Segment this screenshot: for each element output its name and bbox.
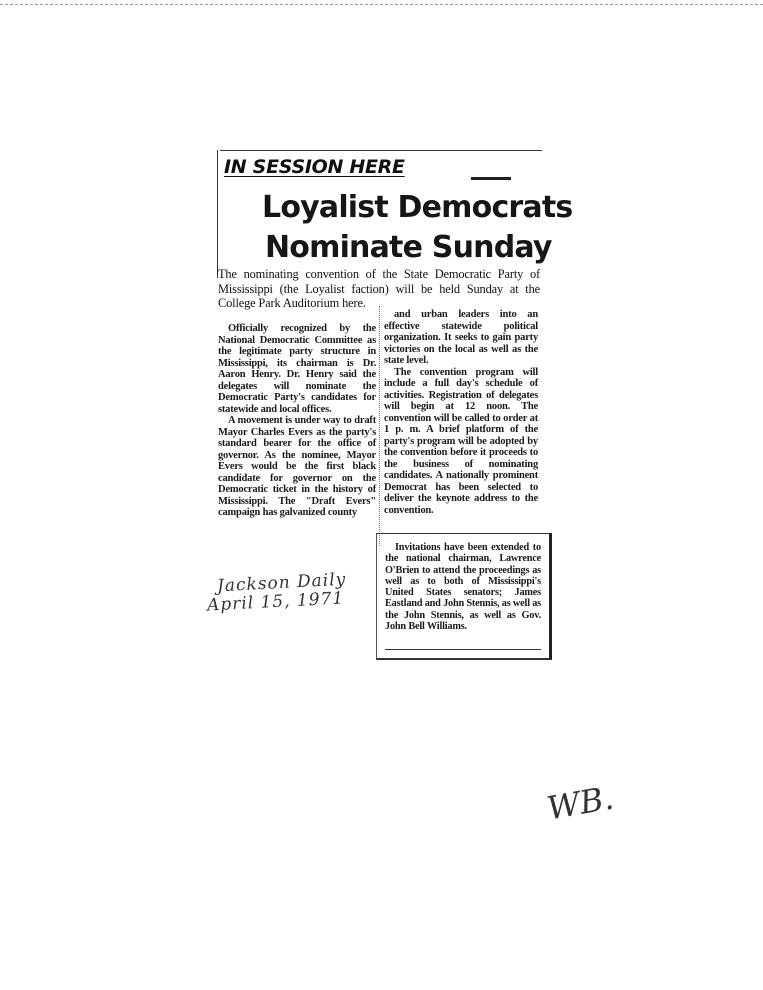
- paragraph: Invitations have been extended to the national chairman, Lawrence O'Brien to attend the proceedings as well as to both of Mississippi's United States senators; James Eastland and John Stennis, as well as the John Stennis, as well as Gov. John Bell Williams.: [385, 542, 541, 633]
- column-1: [218, 323, 376, 519]
- paragraph: and urban leaders into an effective statewide political organization. It seeks to gain party victories on the local as well as the state level.: [384, 309, 538, 366]
- scan-top-border: [0, 4, 763, 5]
- column-divider: [379, 306, 380, 546]
- handwritten-date: April 15, 1971: [206, 588, 345, 616]
- boxed-paragraph: [376, 533, 552, 660]
- lede-paragraph: The nominating convention of the State Democratic Party of Mississippi (the Loyalist faction) will be held Sunday at the College Park Auditorium here.: [218, 267, 540, 311]
- box-rule: [385, 649, 541, 650]
- headline: [262, 188, 573, 268]
- kicker: IN SESSION HERE: [224, 156, 405, 178]
- top-rule: [220, 150, 542, 151]
- column-2: [384, 309, 538, 516]
- box-text: [385, 542, 541, 632]
- left-rule: [217, 150, 218, 278]
- paragraph: Officially recognized by the National Democratic Committee as the legitimate party structure in Mississippi, its chairman is Dr. Aaron Henry. Dr. Henry said the delegates will nominate the Democratic Party's candidates for statewide and local offices.: [218, 323, 376, 415]
- paragraph: The convention program will include a full day's schedule of activities. Registration of delegates will begin at 12 noon. The convention will be called to order at 1 p. m. A brief platform of the party's program will be adopted by the convention before it proceeds to the business of nominating candidates. A nationally prominent Democrat has been selected to deliver the keynote address to the convention.: [384, 366, 538, 516]
- kicker-dash: [471, 177, 511, 180]
- headline-line-2: Nominate Sunday: [265, 230, 552, 265]
- headline-line-1: Loyalist Democrats: [262, 190, 573, 225]
- paragraph: A movement is under way to draft Mayor Charles Evers as the party's standard bearer for the office of governor. As the nominee, Mayor Evers would be the first black candidate for governor on the Democratic ticket in the history of Mississippi. The "Draft Evers" campaign has galvanized county: [218, 415, 376, 518]
- handwritten-source: Jackson Daily: [216, 569, 347, 597]
- handwritten-initials: WB.: [544, 778, 617, 828]
